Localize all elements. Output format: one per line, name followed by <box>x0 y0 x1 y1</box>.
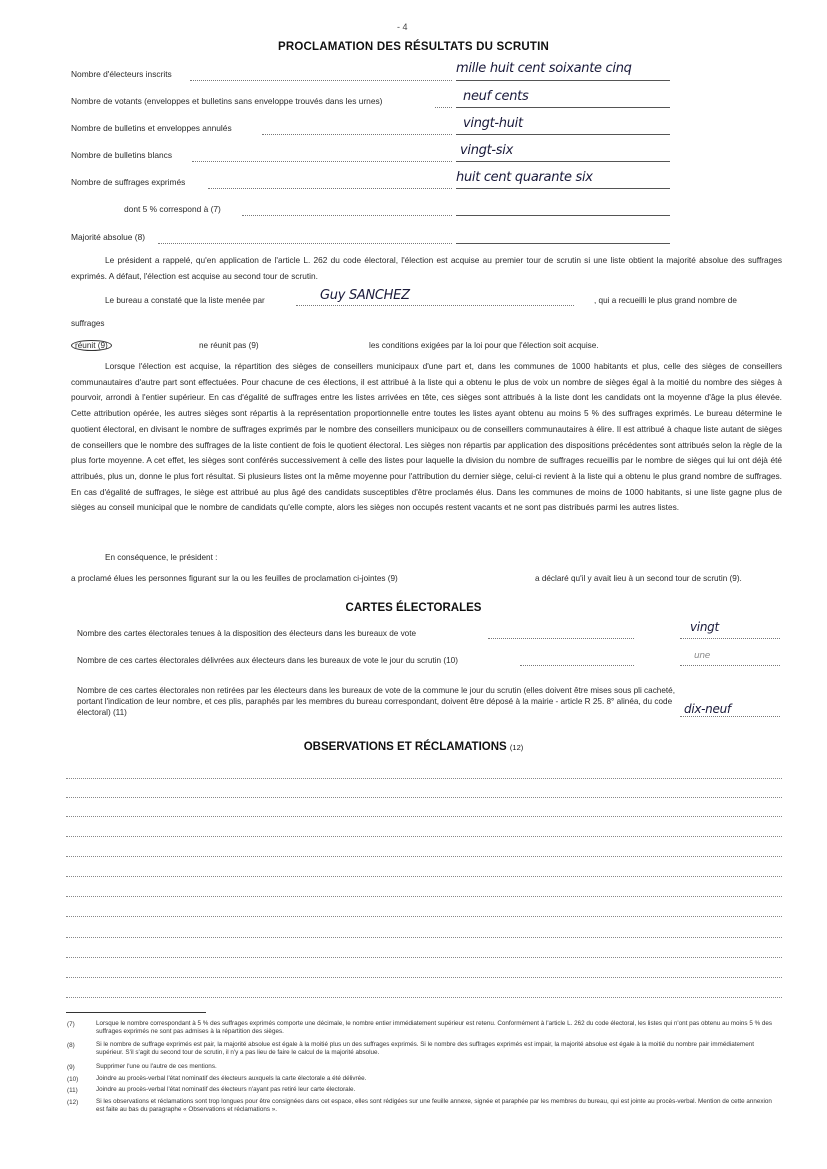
dotted-leader <box>208 188 452 189</box>
footnote-7-num: (7) <box>67 1021 75 1028</box>
registered-voters-value[interactable]: mille huit cent soixante cinq <box>456 61 632 76</box>
answer-line <box>680 716 780 717</box>
expressed-votes-value[interactable]: huit cent quarante six <box>456 170 593 185</box>
footnote-10-num: (10) <box>67 1076 79 1083</box>
cards-not-withdrawn-value[interactable]: dix-neuf <box>684 702 731 716</box>
observation-line[interactable] <box>66 778 782 779</box>
dotted-leader <box>190 80 452 81</box>
footnote-7: Lorsque le nombre correspondant à 5 % des suffrages exprimés comporte une décimale, le nombre entier immédiatement supérieur est retenu. Conformément à l'article L. 262 du code électoral, les listes qui n'ont pas obtenu au moins 5 % des suffrages exprimés ne sont pas admises à la répartition des sièges. <box>96 1020 773 1035</box>
answer-line <box>456 215 670 216</box>
page-title: PROCLAMATION DES RÉSULTATS DU SCRUTIN <box>277 41 550 53</box>
cards-available-value[interactable]: vingt <box>690 620 719 634</box>
cards-delivered-label: Nombre de ces cartes électorales délivrées aux électeurs dans les bureaux de vote le jour du scrutin (10) <box>77 656 458 665</box>
list-leader-name[interactable]: Guy SANCHEZ <box>320 288 410 303</box>
answer-line <box>456 161 670 162</box>
outcome-proclaimed[interactable]: a proclamé élues les personnes figurant sur la ou les feuilles de proclamation ci-jointes (9) <box>71 574 398 583</box>
dotted-leader <box>520 665 634 666</box>
answer-line <box>456 188 670 189</box>
annulled-ballots-value[interactable]: vingt-huit <box>463 116 523 131</box>
dotted-leader <box>296 305 574 306</box>
observations-title <box>0 741 827 753</box>
bureau-suffrages: suffrages <box>71 319 105 328</box>
bureau-prefix: Le bureau a constaté que la liste menée par <box>105 296 265 305</box>
cards-delivered-value[interactable]: une <box>694 651 711 661</box>
observation-line[interactable] <box>66 957 782 958</box>
answer-line <box>456 107 670 108</box>
footnote-10: Joindre au procès-verbal l'état nominatif des électeurs auxquels la carte électorale a été délivrée. <box>96 1075 367 1082</box>
observation-line[interactable] <box>66 856 782 857</box>
answer-line <box>456 243 670 244</box>
observation-line[interactable] <box>66 876 782 877</box>
footnote-12-num: (12) <box>67 1099 79 1106</box>
rule-paragraph: Le président a rappelé, qu'en application de l'article L. 262 du code électoral, l'élection est acquise au premier tour de scrutin si une liste obtient la majorité absolue des suffrages exprimés. A défaut, l'élection est acquise au second tour de scrutin. <box>71 255 782 281</box>
option-reunit-label: réunit (9) <box>71 340 112 351</box>
observations-title-text: OBSERVATIONS ET RÉCLAMATIONS <box>303 741 507 753</box>
observation-line[interactable] <box>66 997 782 998</box>
footnote-11: Joindre au procès-verbal l'état nominatif des électeurs n'ayant pas retiré leur carte électorale. <box>96 1086 356 1093</box>
observation-line[interactable] <box>66 916 782 917</box>
registered-voters-label: Nombre d'électeurs inscrits <box>71 69 172 79</box>
footnote-9-num: (9) <box>67 1064 75 1071</box>
observation-line[interactable] <box>66 816 782 817</box>
observation-line[interactable] <box>66 896 782 897</box>
voters-value[interactable]: neuf cents <box>463 89 529 104</box>
dotted-leader <box>192 161 452 162</box>
blank-ballots-value[interactable]: vingt-six <box>460 143 513 158</box>
seat-allocation-paragraph: Lorsque l'élection est acquise, la répartition des sièges de conseillers municipaux d'une part et, dans les communes de 1000 habitants et plus, celle des sièges de conseillers communautaires d'autre part sont effectuées. Pour chacune de ces élections, il est attribué à la liste qui a obtenu le plus de voix un nombre de sièges égal à la moitié du nombre des sièges à pourvoir, arrondi à l'entier supérieur. En cas d'égalité de suffrages entre les listes arrivées en tête, ces sièges sont attribués à la liste dont les candidats ont la moyenne d'âge la plus élevée. Cette attribution opérée, les autres sièges sont répartis à la représentation proportionnelle entre toutes les listes ayant obtenu au moins 5 % des suffrages exprimés. Le bureau détermine le quotient électoral, en divisant le nombre de suffrages exprimés par le nombre des conseillers municipaux ou de conseillers communautaires à élire. Il est attribué à chaque liste autant de sièges de conseillers que le nombre des suffrages de la liste contient de fois le quotient électoral. Les sièges non répartis par application des dispositions précédentes sont attribués selon la règle de la plus forte moyenne. A cet effet, les sièges sont conférés successivement à celle des listes pour laquelle la division du nombre de suffrages recueillis par le nombre de sièges qui lui ont déjà été attribués, plus un, donne le plus fort résultat. Si plusieurs listes ont la même moyenne pour l'attribution du dernier siège, celui-ci revient à la liste qui a obtenu le plus grand nombre de suffrages. En cas d'égalité de suffrages, le siège est attribué au plus âgé des candidats susceptibles d'être proclamés élus. Dans les communes de moins de 1000 habitants, si une liste gagne plus de sièges au conseil municipal que le nombre de candidats qu'elle compte, alors les sièges non occupés restent vacants et ne sont pas distribués parmi les autres listes. <box>71 361 782 513</box>
cartes-section-title: CARTES ÉLECTORALES <box>345 602 482 614</box>
cards-not-withdrawn-label: Nombre de ces cartes électorales non retirées par les électeurs dans les bureaux de vote de la commune le jour du scrutin (elles doivent être mises sous pli cacheté, portant l'indication de leur nombre, et ces plis, paraphés par les membres du bureau correspondant, doivent être déposé à la mairie - article R 25. 8° alinéa, du code électoral) (11) <box>77 686 675 717</box>
annulled-ballots-label: Nombre de bulletins et enveloppes annulés <box>71 123 232 133</box>
observation-line[interactable] <box>66 977 782 978</box>
cards-available-label: Nombre des cartes électorales tenues à la disposition des électeurs dans les bureaux de vote <box>77 629 417 638</box>
answer-line <box>456 134 670 135</box>
answer-line <box>680 665 780 666</box>
footnote-12: Si les observations et réclamations sont trop longues pour être consignées dans cet espace, elles sont rédigées sur une feuille annexe, signée et paraphée par les membres du bureau, qui est jointe au procès-verbal. Mention de cette annexion est faite au bas du paragraphe « Observations et réclamations ». <box>96 1098 772 1113</box>
footnote-11-num: (11) <box>67 1087 78 1094</box>
absolute-majority-label: Majorité absolue (8) <box>71 232 146 242</box>
observation-line[interactable] <box>66 836 782 837</box>
footnote-divider <box>66 1012 206 1013</box>
footnote-8: Si le nombre de suffrage exprimés est pair, la majorité absolue est égale à la moitié plus un des suffrages exprimés. Si le nombre des suffrages exprimés est impair, la majorité absolue est égale à la moitié du nombre pair immédiatement supérieur. S'il s'agit du second tour de scrutin, il n'y a pas lieu de faire le calcul de la majorité absolue. <box>96 1041 755 1056</box>
observations-ref: (12) <box>509 743 524 752</box>
footnote-9: Supprimer l'une ou l'autre de ces mentions. <box>96 1063 217 1070</box>
consequence-text: En conséquence, le président : <box>105 553 218 562</box>
conditions-text: les conditions exigées par la loi pour que l'élection soit acquise. <box>369 341 599 350</box>
dotted-leader <box>488 638 634 639</box>
page-number: - 4 <box>397 22 408 32</box>
answer-line <box>456 80 670 81</box>
option-ne-reunit[interactable]: ne réunit pas (9) <box>199 341 259 350</box>
dotted-leader <box>158 243 452 244</box>
voters-label: Nombre de votants (enveloppes et bulletins sans enveloppe trouvés dans les urnes) <box>71 96 383 106</box>
dotted-leader <box>262 134 452 135</box>
dotted-leader <box>242 215 452 216</box>
observation-line[interactable] <box>66 937 782 938</box>
observation-line[interactable] <box>66 797 782 798</box>
footnote-8-num: (8) <box>67 1042 75 1049</box>
option-reunit[interactable] <box>71 341 112 350</box>
outcome-second-round[interactable]: a déclaré qu'il y avait lieu à un second tour de scrutin (9). <box>535 574 742 583</box>
expressed-votes-label: Nombre de suffrages exprimés <box>71 177 186 187</box>
blank-ballots-label: Nombre de bulletins blancs <box>71 150 173 160</box>
bureau-suffix: , qui a recueilli le plus grand nombre de <box>594 296 737 305</box>
dotted-leader <box>435 107 452 108</box>
answer-line <box>680 638 780 639</box>
five-percent-label: dont 5 % correspond à (7) <box>124 204 221 214</box>
